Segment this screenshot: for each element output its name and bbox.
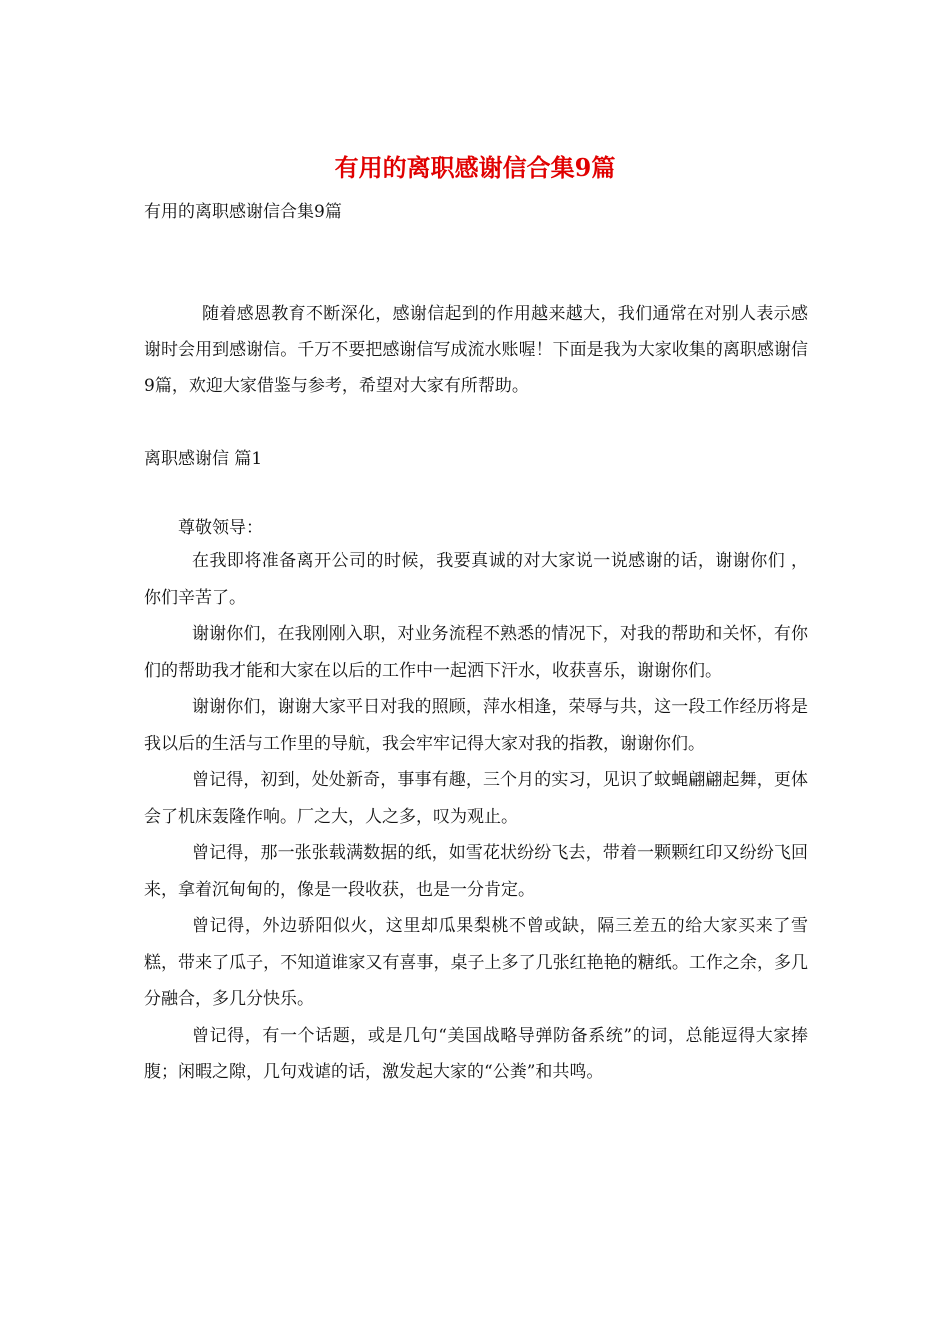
letter-paragraph: 曾记得，外边骄阳似火，这里却瓜果梨桃不曾或缺，隔三差五的给大家买来了雪糕，带来了瓜子，不知道谁家又有喜事，桌子上多了几张红艳艳的糖纸。工作之余，多几分融合，多几分快乐。 <box>144 916 808 1009</box>
letter-paragraph: 曾记得，初到，处处新奇，事事有趣，三个月的实习，见识了蚊蝇翩翩起舞，更体会了机床轰隆作响。厂之大，人之多，叹为观止。 <box>144 770 808 827</box>
document-title: 有用的离职感谢信合集9篇 <box>334 153 616 182</box>
document-subtitle: 有用的离职感谢信合集9篇 <box>144 202 342 222</box>
intro-paragraph: 随着感恩教育不断深化，感谢信起到的作用越来越大，我们通常在对别人表示感谢时会用到感谢信。千万不要把感谢信写成流水账喔！下面是我为大家收集的离职感谢信9篇，欢迎大家借鉴与参考，希望对大家有所帮助。 <box>144 304 808 396</box>
letter-paragraph: 谢谢你们，在我刚刚入职，对业务流程不熟悉的情况下，对我的帮助和关怀，有你们的帮助我才能和大家在以后的工作中一起洒下汗水，收获喜乐，谢谢你们。 <box>144 624 808 681</box>
letter-paragraph: 谢谢你们，谢谢大家平日对我的照顾，萍水相逢，荣辱与共，这一段工作经历将是我以后的生活与工作里的导航，我会牢牢记得大家对我的指教，谢谢你们。 <box>144 697 808 754</box>
letter-salutation: 尊敬领导： <box>178 518 263 538</box>
letter-paragraph: 曾记得，那一张张载满数据的纸，如雪花状纷纷飞去，带着一颗颗红印又纷纷飞回来，拿着沉甸甸的，像是一段收获，也是一分肯定。 <box>144 843 808 900</box>
letter-body <box>144 543 808 1091</box>
letter-paragraph: 曾记得，有一个话题，或是几句“美国战略导弹防备系统”的词，总能逗得大家捧腹；闲暇之隙，几句戏谑的话，激发起大家的“公粪”和共鸣。 <box>144 1025 808 1082</box>
letter-paragraph: 在我即将准备离开公司的时候，我要真诚的对大家说一说感谢的话，谢谢你们 ，你们辛苦了。 <box>144 551 808 608</box>
section-heading: 离职感谢信 篇1 <box>144 449 263 469</box>
